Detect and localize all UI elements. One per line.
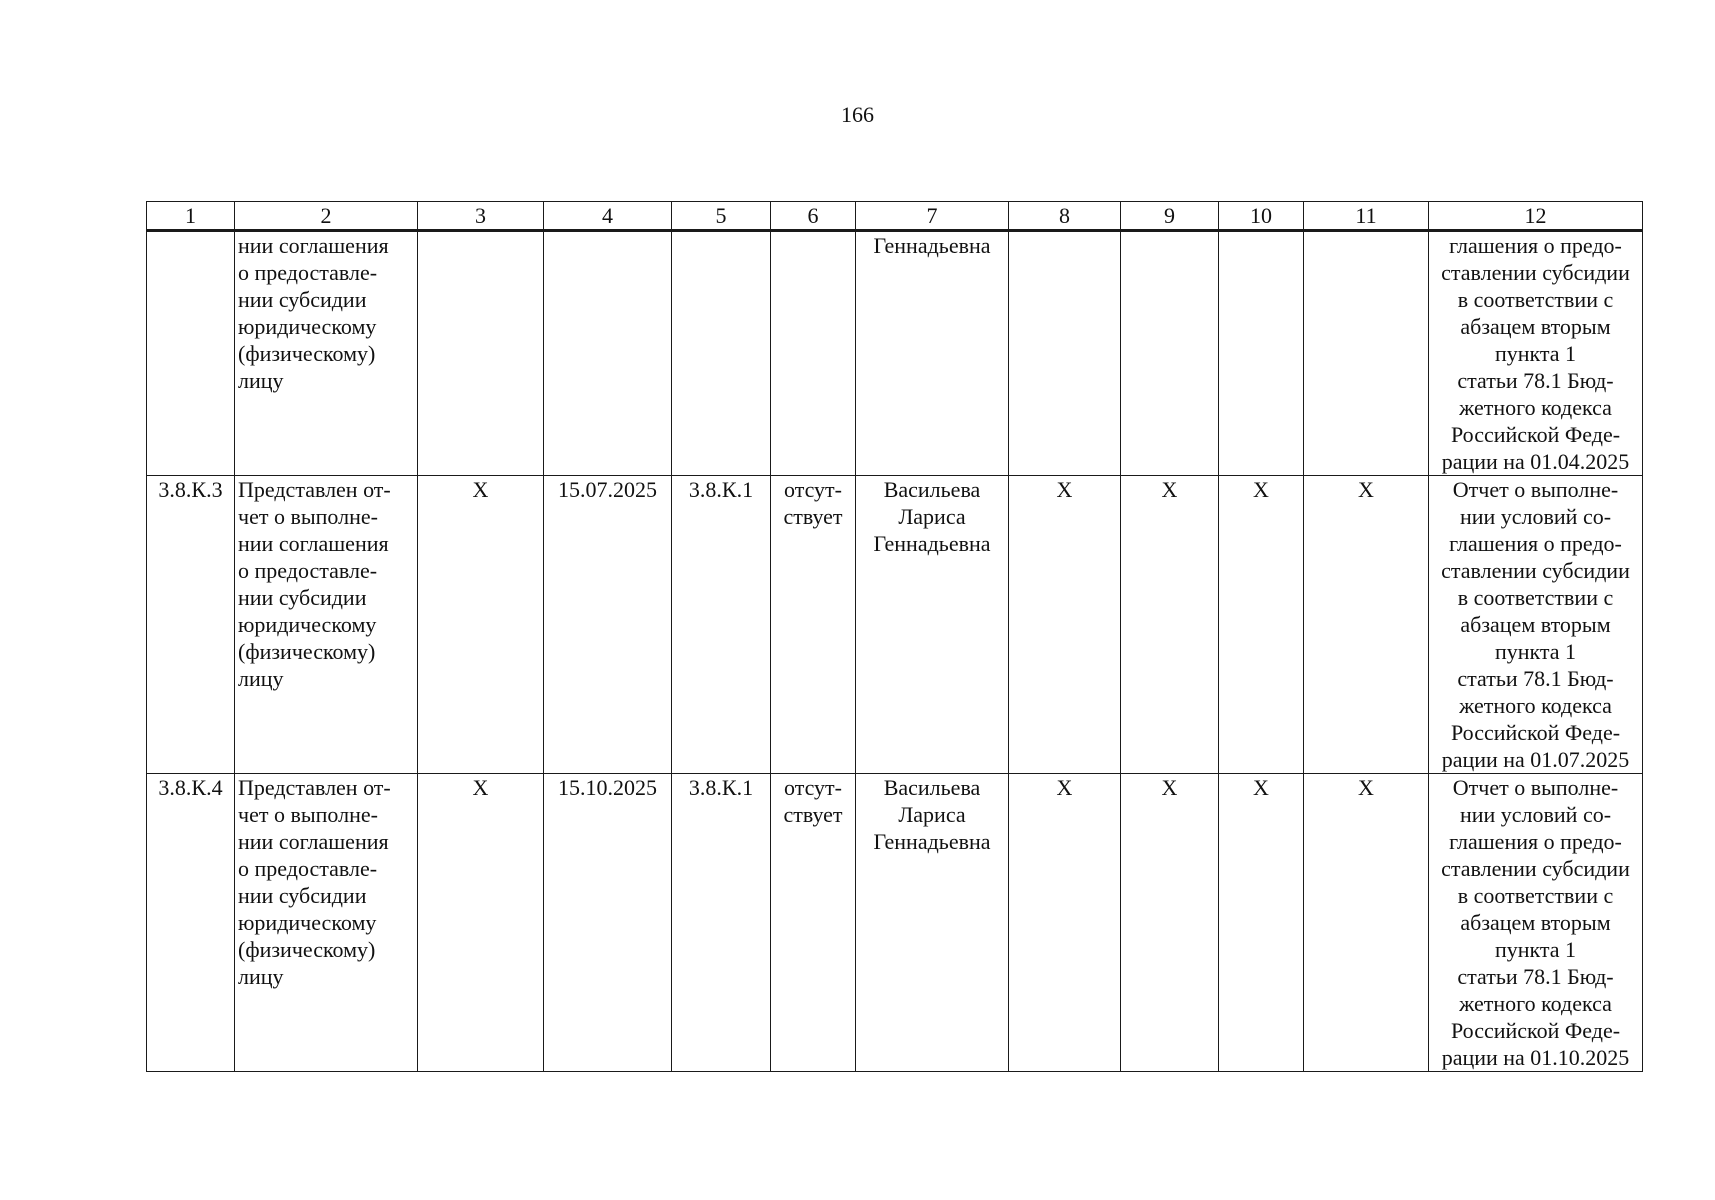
column-number: 8: [1009, 202, 1121, 231]
column-number: 9: [1121, 202, 1219, 231]
cell-col9: X: [1121, 774, 1219, 1072]
cell-date: [544, 231, 672, 476]
cell-col11: X: [1304, 774, 1429, 1072]
cell-col6: отсут- ствует: [771, 476, 856, 774]
cell-col10: X: [1219, 476, 1304, 774]
column-number-row: [147, 202, 1643, 231]
cell-col6: отсут- ствует: [771, 774, 856, 1072]
schedule-table: [146, 201, 1643, 1072]
cell-event-name: Представлен от- чет о выполне- нии соглашения о предоставле- нии субсидии юридическому (физическому) лицу: [235, 476, 418, 774]
table-row: [147, 774, 1643, 1072]
column-number: 10: [1219, 202, 1304, 231]
cell-responsible: Васильева Лариса Геннадьевна: [856, 774, 1009, 1072]
cell-col8: X: [1009, 774, 1121, 1072]
cell-event-name: Представлен от- чет о выполне- нии соглашения о предоставле- нии субсидии юридическому (физическому) лицу: [235, 774, 418, 1072]
cell-document: Отчет о выполне- нии условий со- глашения о предо- ставлении субсидии в соответствии с абзацем вторым пункта 1 статьи 78.1 Бюд- жетного кодекса Российской Феде- рации на 01.07.2025: [1429, 476, 1643, 774]
cell-responsible: Васильева Лариса Геннадьевна: [856, 476, 1009, 774]
column-number: 12: [1429, 202, 1643, 231]
cell-event-name: нии соглашения о предоставле- нии субсидии юридическому (физическому) лицу: [235, 231, 418, 476]
cell-event-code: 3.8.К.3: [147, 476, 235, 774]
column-number: 5: [672, 202, 771, 231]
cell-event-code: 3.8.К.4: [147, 774, 235, 1072]
cell-col9: [1121, 231, 1219, 476]
cell-col8: [1009, 231, 1121, 476]
page-number: 166: [841, 102, 874, 127]
cell-col11: [1304, 231, 1429, 476]
cell-col3: [418, 231, 544, 476]
cell-predecessor: 3.8.К.1: [672, 774, 771, 1072]
cell-predecessor: [672, 231, 771, 476]
column-number: 6: [771, 202, 856, 231]
column-number: 7: [856, 202, 1009, 231]
cell-col10: [1219, 231, 1304, 476]
cell-predecessor: 3.8.К.1: [672, 476, 771, 774]
column-number: 3: [418, 202, 544, 231]
cell-col6: [771, 231, 856, 476]
column-number: 4: [544, 202, 672, 231]
table-row: [147, 476, 1643, 774]
column-number: 1: [147, 202, 235, 231]
cell-document: глашения о предо- ставлении субсидии в соответствии с абзацем вторым пункта 1 статьи 78.1 Бюд- жетного кодекса Российской Феде- рации на 01.04.2025: [1429, 231, 1643, 476]
cell-date: 15.10.2025: [544, 774, 672, 1072]
cell-responsible: Геннадьевна: [856, 231, 1009, 476]
cell-col8: X: [1009, 476, 1121, 774]
cell-col11: X: [1304, 476, 1429, 774]
cell-date: 15.07.2025: [544, 476, 672, 774]
cell-col10: X: [1219, 774, 1304, 1072]
column-number: 2: [235, 202, 418, 231]
cell-col9: X: [1121, 476, 1219, 774]
cell-col3: X: [418, 476, 544, 774]
cell-event-code: [147, 231, 235, 476]
column-number: 11: [1304, 202, 1429, 231]
cell-col3: X: [418, 774, 544, 1072]
table-row: [147, 231, 1643, 476]
cell-document: Отчет о выполне- нии условий со- глашения о предо- ставлении субсидии в соответствии с абзацем вторым пункта 1 статьи 78.1 Бюд- жетного кодекса Российской Феде- рации на 01.10.2025: [1429, 774, 1643, 1072]
